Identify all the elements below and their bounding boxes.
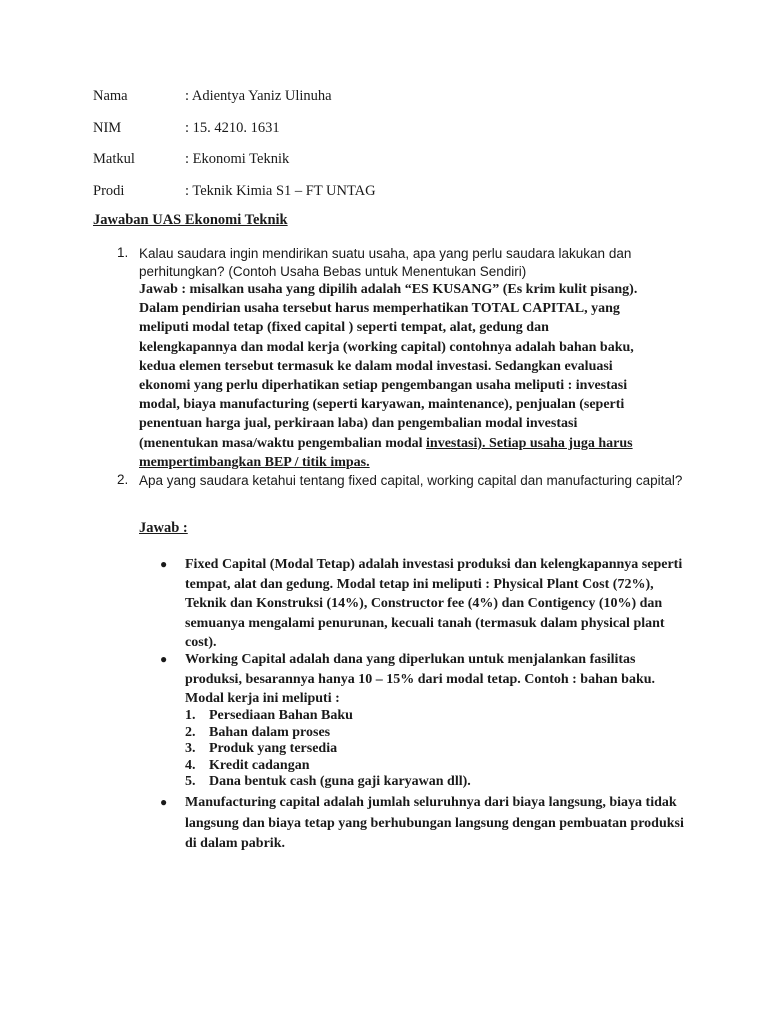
info-value: : 15. 4210. 1631 [185,120,280,136]
bullet-icon: ● [160,557,168,571]
question-1-text: Kalau saudara ingin mendirikan suatu usaha, apa yang perlu saudara lakukan dan perhitungkan? (Contoh Usaha Bebas untuk Menentukan Sendiri) [139,246,632,279]
bullet-icon: ● [160,652,168,666]
list-item-text: Bahan dalam proses [209,724,331,740]
list-item-text: Persediaan Bahan Baku [209,708,353,723]
list-item-number: 3. [185,741,196,756]
question-number: 2. [117,472,129,487]
answer-2-label: Jawab : [139,520,188,536]
list-item-text: Dana bentuk cash (guna gaji karyawan dll). [209,774,471,789]
answer-1-text: Jawab : misalkan usaha yang dipilih adalah “ES KUSANG” (Es krim kulit pisang). Dalam pendirian usaha tersebut harus memperhatikan TOTAL CAPITAL, yang meliputi modal tetap (fixed capital ) seperti tempat, alat, gedung dan kelengkapannya dan modal kerja (working capital) contohnya adalah bahan baku, kedua elemen tersebut termasuk ke dalam modal investasi. Sedangkan evaluasi ekonomi yang perlu diperhatikan setiap pengembangan usaha meliputi : investasi modal, biaya manufacturing (seperti karyawan, maintenance), penjualan (seperti penentuan harga jual, perkiraan laba) dan pengembalian modal investasi (menentukan masa/waktu pengembalian modal [139,282,638,451]
info-label: Nama [93,88,128,104]
answer-1 [139,280,649,472]
info-label: NIM [93,120,122,136]
bullet-working-capital: Working Capital adalah dana yang diperlukan untuk menjalankan fasilitas produksi, besarannya hanya 10 – 15% dari modal tetap. Contoh : bahan baku. Modal kerja ini meliputi : [185,652,656,706]
info-value: : Adientya Yaniz Ulinuha [185,88,332,104]
bullet-icon: ● [160,795,168,809]
list-item-number: 5. [185,774,196,789]
info-label: Matkul [93,151,135,167]
info-label: Prodi [93,183,125,199]
document-heading: Jawaban UAS Ekonomi Teknik [93,212,288,228]
list-item-text: Produk yang tersedia [209,741,338,756]
list-item-number: 1. [185,708,196,723]
bullet-manufacturing-capital: Manufacturing capital adalah jumlah seluruhnya dari biaya langsung, biaya tidak langsung dan biaya tetap yang berhubungan langsung dengan pembuatan produksi di dalam pabrik. [185,795,684,851]
bullet-fixed-capital: Fixed Capital (Modal Tetap) adalah investasi produksi dan kelengkapannya seperti tempat, alat dan gedung. Modal tetap ini meliputi : Physical Plant Cost (72%), Teknik dan Konstruksi (14%), Constructor fee (4%) dan Contigency (10%) dan semuanya mengalami penurunan, kecuali tanah (termasuk dalam physical plant cost). [185,557,683,650]
question-number: 1. [117,245,129,260]
info-value: : Ekonomi Teknik [185,151,290,167]
list-item-number: 2. [185,724,196,740]
list-item-number: 4. [185,757,196,773]
info-value: : Teknik Kimia S1 – FT UNTAG [185,183,376,199]
answer-1-underlined-text: investasi). Setiap usaha juga harus mempertimbangkan BEP / titik impas. [139,435,633,470]
list-item-text: Kredit cadangan [209,757,310,773]
question-2-text: Apa yang saudara ketahui tentang fixed capital, working capital dan manufacturing capital? [139,473,683,488]
